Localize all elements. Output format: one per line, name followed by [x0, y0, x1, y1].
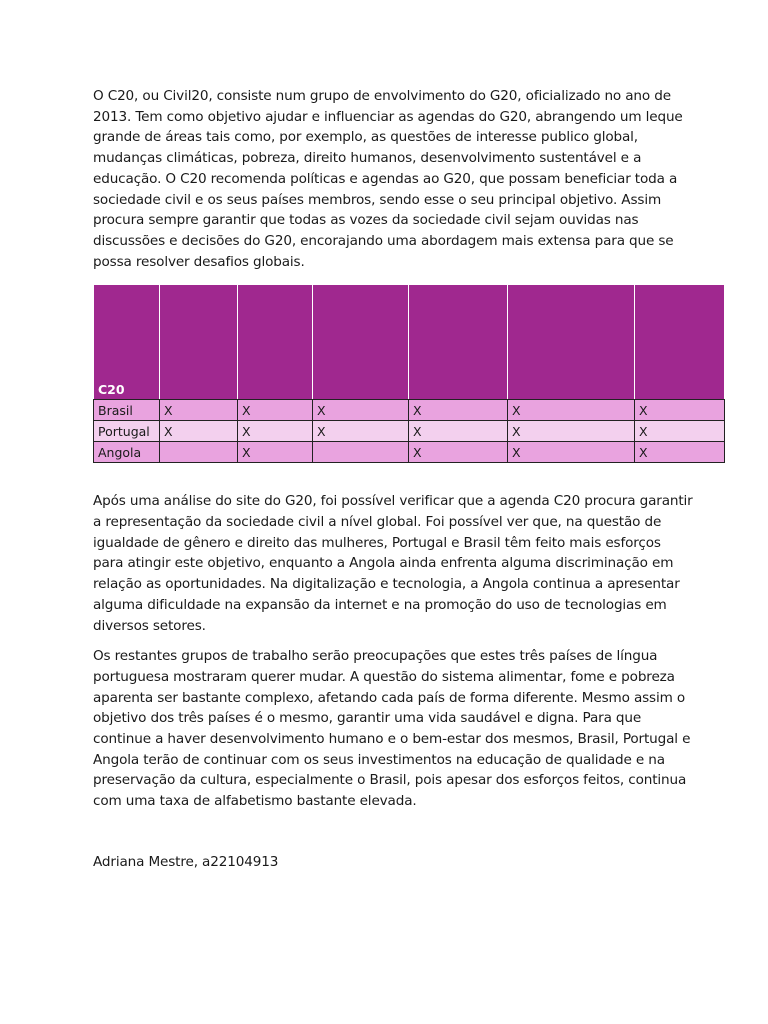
intro-paragraph: O C20, ou Civil20, consiste num grupo de envolvimento do G20, oficializado no ano de 2013. Tem como objetivo ajudar e influenciar as agendas do G20, abrangendo um leque grande de áreas tais como, por exemplo, as questões de interesse publico global, mudanças climáticas, pobreza, direito humanos, desenvolvimento sustentável e a educação. O C20 recomenda políticas e agendas ao G20, que possam beneficiar toda a sociedade civil e os seus países membros, sendo esse o seu principal objetivo. Assim procura sempre garantir que todas as vozes da sociedade civil sejam ouvidas nas discussões e decisões do G20, encorajando uma abordagem mais extensa para que se possa resolver desafios globais.: [93, 88, 683, 270]
country-cell: Brasil: [94, 400, 160, 421]
mark-cell: [313, 442, 409, 463]
table-header-cell: C20: [94, 285, 160, 400]
conclusion-paragraph: Os restantes grupos de trabalho serão preocupações que estes três países de língua portuguesa mostraram querer mudar. A questão do sistema alimentar, fome e pobreza aparenta ser bastante complexo, afetando cada país de forma diferente. Mesmo assim o objetivo dos três países é o mesmo, garantir uma vida saudável e digna. Para que continue a haver desenvolvimento humano e o bem-estar dos mesmos, Brasil, Portugal e Angola terão de continuar com os seus investimentos na educação de qualidade e na preservação da cultura, especialmente o Brasil, pois apesar dos esforços feitos, continua com uma taxa de alfabetismo bastante elevada.: [93, 648, 691, 810]
author-signature: Adriana Mestre, a22104913: [93, 853, 279, 870]
mark-cell: X: [508, 400, 635, 421]
mark-cell: X: [160, 421, 238, 442]
mark-cell: X: [238, 400, 313, 421]
table-header-cell: [409, 285, 508, 400]
mark-cell: [160, 442, 238, 463]
mark-cell: X: [313, 421, 409, 442]
mark-cell: X: [160, 400, 238, 421]
mark-cell: X: [409, 442, 508, 463]
mark-cell: X: [409, 400, 508, 421]
analysis-paragraph: Após uma análise do site do G20, foi possível verificar que a agenda C20 procura garantir a representação da sociedade civil a nível global. Foi possível ver que, na questão de igualdade de gênero e direito das mulheres, Portugal e Brasil têm feito mais esforços para atingir este objetivo, enquanto a Angola ainda enfrenta alguma discriminação em relação as oportunidades. Na digitalização e tecnologia, a Angola continua a apresentar alguma dificuldade na expansão da internet e na promoção do uso de tecnologias em diversos setores.: [93, 493, 693, 634]
mark-cell: X: [313, 400, 409, 421]
mark-cell: X: [635, 421, 725, 442]
c20-country-table: [93, 284, 725, 463]
mark-cell: X: [635, 442, 725, 463]
mark-cell: X: [238, 442, 313, 463]
country-cell: Portugal: [94, 421, 160, 442]
table-header-cell: [508, 285, 635, 400]
table-header-cell: [635, 285, 725, 400]
mark-cell: X: [635, 400, 725, 421]
mark-cell: X: [508, 442, 635, 463]
country-cell: Angola: [94, 442, 160, 463]
table-row: [94, 421, 725, 442]
table-header-cell: [238, 285, 313, 400]
document-page: [93, 86, 693, 872]
table-row: [94, 400, 725, 421]
table-header-cell: [160, 285, 238, 400]
table-header-cell: [313, 285, 409, 400]
mark-cell: X: [409, 421, 508, 442]
table-header-row: [94, 285, 725, 400]
mark-cell: X: [238, 421, 313, 442]
table-row: [94, 442, 725, 463]
mark-cell: X: [508, 421, 635, 442]
